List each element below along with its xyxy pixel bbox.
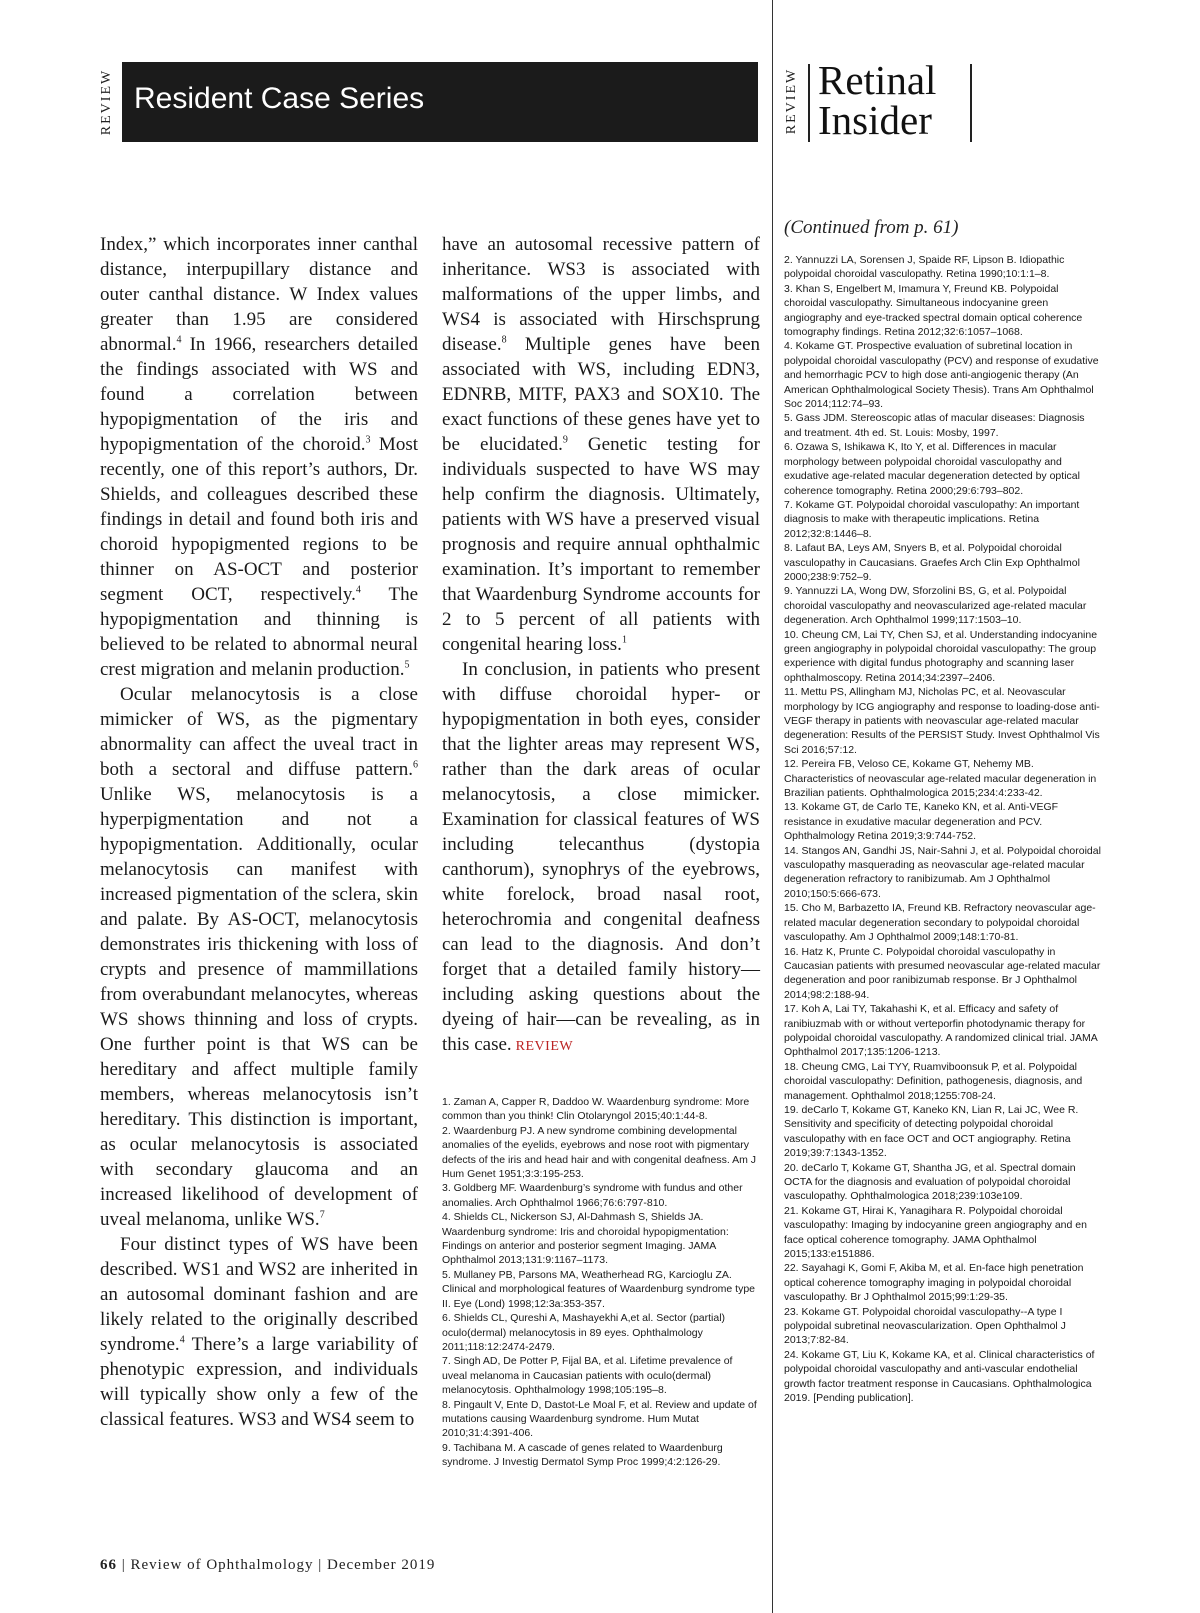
paragraph-text: Four distinct types of WS have been described. WS1 and WS2 are inherited in an autosomal dominant fashion and are likely related to the originally described syndrome. [100,1234,418,1355]
reference-item: 15. Cho M, Barbazetto IA, Freund KB. Refractory neovascular age-related macular degeneration secondary to polypoidal choroidal vasculopathy. Am J Ophthalmol 2009;148:1:70-81. [784,902,1096,944]
paragraph-text: Genetic testing for individuals suspected to have WS may help confirm the diagnosis. Ultimately, patients with WS have a preserved visual prognosis and require annual ophthalmic examination. It’s important to remember that Waardenburg Syndrome accounts for 2 to 5 percent of all patients with congenital hearing loss. [442,434,760,655]
article-paragraph [100,682,418,1232]
reference-item: 2. Waardenburg PJ. A new syndrome combining developmental anomalies of the eyelids, eyebrows and nose root with pigmentary defects of the iris and head hair and with congenital deafness. Am J Hum Genet 1951;3:3:195-253. [442,1124,757,1181]
reference-item: 22. Sayahagi K, Gomi F, Akiba M, et al. En-face high penetration optical coherence tomography imaging in polypoidal choroidal vasculopathy. Br J Ophthalmol 2015;99:1:29-35. [784,1262,1084,1304]
title-rule-right [970,64,972,142]
paragraph-text: Ocular melanocytosis is a close mimicker of WS, as the pigmentary abnormality can affect the uveal tract in both a sectoral and diffuse pattern. [100,684,418,780]
section-title: Resident Case Series [134,82,425,115]
reference-item: 21. Kokame GT, Hirai K, Yanagihara R. Polypoidal choroidal vasculopathy: Imaging by indocyanine green angiography and en face optical coherence tomography. JAMA Ophthalmol 2015;133:e151886. [784,1204,1087,1261]
references-list [442,1095,760,1470]
issue-date: December 2019 [327,1557,436,1573]
citation-superscript: 1 [621,634,627,646]
paragraph-text: In conclusion, in patients who present with diffuse choroidal hyper- or hypopigmentation in both eyes, consider that the lighter areas may represent WS, rather than the dark areas of ocular melanocytosis, a close mimicker. Examination for classical features of WS including telecanthus (dystopia canthorum), synophrys of the eyebrows, white forelock, broad nasal root, heterochromia and congenital deafness can lead to the diagnosis. And don’t forget that a detailed family history—including asking questions about the dyeing of hair—can be revealing, as in this case. [442,659,760,1055]
reference-item: 13. Kokame GT, de Carlo TE, Kaneko KN, et al. Anti-VEGF resistance in exudative macular degeneration and PCV. Ophthalmology Retina 2019;3:9:744-752. [784,801,1059,843]
reference-item: 11. Mettu PS, Allingham MJ, Nicholas PC, et al. Neovascular morphology by ICG angiography and response to loading-dose anti-VEGF therapy in patients with neovascular age-related macular degeneration: Results of the PERSIST Study. Invest Ophthalmol Vis Sci 2016;57:12. [784,686,1100,756]
end-mark: REVIEW [511,1039,574,1054]
reference-item: 6. Ozawa S, Ishikawa K, Ito Y, et al. Differences in macular morphology between polypoidal choroidal vasculopathy and exudative age-related macular degeneration detected by optical coherence tomography. Retina 2000;29:6:793–802. [784,441,1080,497]
citation-superscript: 8 [501,334,507,346]
reference-item: 2. Yannuzzi LA, Sorensen J, Spaide RF, Lipson B. Idiopathic polypoidal choroidal vasculopathy. Retina 1990;10:1:1–8. [784,254,1065,281]
citation-superscript: 4 [176,334,182,346]
reference-item: 24. Kokame GT, Liu K, Kokame KA, et al. Clinical characteristics of polypoidal choroidal vasculopathy and anti-vascular endothelial growth factor treatment response in Caucasians. Ophthalmologica 2019. [Pending publication]. [784,1348,1095,1405]
paragraph-text: have an autosomal recessive pattern of inheritance. WS3 is associated with malformations of the upper limbs, and WS4 is associated with Hirschsprung disease. [442,234,760,355]
reference-item: 9. Tachibana M. A cascade of genes related to Waardenburg syndrome. J Investig Dermatol Symp Proc 1999;4:2:126-29. [442,1441,723,1469]
section-header [96,62,758,142]
citation-superscript: 4 [179,1334,185,1346]
article-paragraph [100,1232,418,1432]
article-paragraph [442,657,760,1059]
paragraph-text: In 1966, researchers detailed the findings associated with WS and found a correlation between hypopigmentation of the iris and hypopigmentation of the choroid. [100,334,418,455]
reference-item: 3. Khan S, Engelbert M, Imamura Y, Freund KB. Polypoidal choroidal vasculopathy. Simultaneous indocyanine green angiography and eye-tracked spectral domain optical coherence tomography findings. Retina 2012;32:6:1057–1068. [784,282,1083,339]
article-column-1 [100,232,418,1432]
paragraph-text: Index,” which incorporates inner canthal distance, interpupillary distance and outer canthal distance. W Index values greater than 1.95 are considered abnormal. [100,234,418,355]
reference-item: 19. deCarlo T, Kokame GT, Kaneko KN, Lian R, Lai JC, Wee R. Sensitivity and specificity of detecting polypoidal choroidal vasculopathy with en face OCT and OCT angiography. Retina 2019;39:7:1343-1352. [784,1103,1079,1160]
reference-item: 8. Pingault V, Ente D, Dastot-Le Moal F, et al. Review and update of mutations causing Waardenburg syndrome. Hum Mutat 2010;31:4:391-406. [442,1398,757,1440]
paragraph-text: Most recently, one of this report’s authors, Dr. Shields, and colleagues described these findings in detail and found both iris and choroid hypopigmented regions to be thinner on AS-OCT and posterior segment OCT, respectively. [100,434,418,605]
reference-item: 5. Mullaney PB, Parsons MA, Weatherhead RG, Karcioglu ZA. Clinical and morphological features of Waardenburg syndrome type II. Eye (Lond) 1998;12:3a:353-357. [442,1268,756,1310]
paragraph-text: The hypopigmentation and thinning is believed to be related to abnormal neural crest migration and melanin production. [100,584,418,680]
reference-item: 4. Shields CL, Nickerson SJ, Al-Dahmash S, Shields JA. Waardenburg syndrome: Iris and choroidal hypopigmentation: Findings on anterior and posterior segment Imaging. JAMA Ophthalmol 2013;131:9:1167–1173. [442,1211,729,1267]
column-divider [772,0,773,1613]
page-number: 66 [100,1557,117,1573]
citation-superscript: 6 [413,759,418,771]
review-vertical-tag: REVIEW [99,68,114,136]
citation-superscript: 5 [404,659,410,671]
reference-item: 14. Stangos AN, Gandhi JS, Nair-Sahni J, et al. Polypoidal choroidal vasculopathy masquerading as neovascular age-related macular degeneration refractory to ranibizumab. Am J Ophthalmol 2010;150:5:666-673. [784,844,1101,900]
reference-item: 16. Hatz K, Prunte C. Polypoidal choroidal vasculopathy in Caucasian patients with presumed neovascular age-related macular degeneration and poor ranibizumab response. Br J Ophthalmol 2014;98:2:188-94. [784,945,1101,1001]
section-title-bar [122,62,758,142]
reference-item: 7. Singh AD, De Potter P, Fijal BA, et al. Lifetime prevalence of uveal melanoma in Caucasian patients with oculo(dermal) melanocytosis. Ophthalmology 1998;105:195–8. [442,1355,733,1397]
reference-item: 20. deCarlo T, Kokame GT, Shantha JG, et al. Spectral domain OCTA for the diagnosis and evaluation of polypoidal choroidal vasculopathy. Ophthalmologica 2018;239:103e109. [784,1161,1076,1203]
department-header: REVIEW Retinal Insider [781,60,981,146]
reference-item: 12. Pereira FB, Veloso CE, Kokame GT, Nehemy MB. Characteristics of neovascular age-related macular degeneration in Brazilian patients. Ophthalmologica 2015;234:4:233-42. [784,758,1097,800]
reference-item: 10. Cheung CM, Lai TY, Chen SJ, et al. Understanding indocyanine green angiography in polypoidal choroidal vasculopathy: The group experience with digital fundus photography and scanning laser ophthalmoscopy. Retina 2014;34:2397–2406. [784,628,1098,684]
citation-superscript: 9 [562,434,568,446]
citation-superscript: 3 [365,434,371,446]
reference-item: 8. Lafaut BA, Leys AM, Snyers B, et al. Polypoidal choroidal vasculopathy in Caucasians. Graefes Arch Clin Exp Ophthalmol 2000;238:9:752–9. [784,542,1080,583]
publication-name: Review of Ophthalmology [130,1557,314,1573]
paragraph-text: Unlike WS, melanocytosis is a hyperpigmentation and not a hypopigmentation. Additionally, ocular melanocytosis can manifest with increased pigmentation of the sclera, skin and palate. By AS-OCT, melanocytosis demonstrates iris thickening with loss of crypts and presence of mammillations from overabundant melanocytes, whereas WS shows thinning and loss of crypts. One further point is that WS can be hereditary and affect multiple family members, whereas melanocytosis isn’t hereditary. This distinction is important, as ocular melanocytosis is associated with secondary glaucoma and an increased likelihood of development of uveal melanoma, unlike WS. [100,784,418,1230]
paragraph-text: There’s a large variability of phenotypic expression, and individuals will typically show only a few of the classical features. WS3 and WS4 seem to [100,1334,418,1430]
reference-item: 17. Koh A, Lai TY, Takahashi K, et al. Efficacy and safety of ranibiuzmab with or without verteporfin photodynamic therapy for polypoidal choroidal vasculopathy. A randomized clinical trial. JAMA Ophthalmol 2017;135:1206-1213. [784,1003,1098,1059]
reference-item: 4. Kokame GT. Prospective evaluation of subretinal location in polypoidal choroidal vasculopathy (PCV) and response of exudative and hemorrhagic PCV to high dose anti-angiogenic therapy (An American Ophthalmological Society Thesis). Trans Am Ophthalmol Soc 2014;112:74–93. [784,340,1099,411]
reference-item: 7. Kokame GT. Polypoidal choroidal vasculopathy: An important diagnosis to make with therapeutic implications. Retina 2012;32:8:1446–8. [784,498,1080,540]
article-paragraph [442,232,760,657]
reference-item: 23. Kokame GT. Polypoidal choroidal vasculopathy--A type I polypoidal subretinal neovascularization. Open Ophthalmol J 2013;7:82-84. [784,1305,1066,1347]
department-title: Retinal Insider [818,57,937,143]
reference-item: 5. Gass JDM. Stereoscopic atlas of macular diseases: Diagnosis and treatment. 4th ed. St. Louis: Mosby, 1997. [784,412,1085,439]
continued-references-list [784,253,1104,1406]
continued-note: (Continued from p. 61) [784,217,959,238]
reference-item: 3. Goldberg MF. Waardenburg’s syndrome with fundus and other anomalies. Arch Ophthalmol 1966;76:6:797-810. [442,1182,743,1209]
article-paragraph [100,232,418,682]
paragraph-text: Multiple genes have been associated with WS, including EDN3, EDNRB, MITF, PAX3 and SOX10. The exact functions of these genes have yet to be elucidated. [442,334,760,455]
reference-item: 1. Zaman A, Capper R, Daddoo W. Waardenburg syndrome: More common than you think! Clin Otolaryngol 2015;40:1:44-8. [442,1096,750,1123]
citation-superscript: 4 [355,584,361,596]
title-rule-left [808,64,810,142]
page-footer: 66 | Review of Ophthalmology | December 2019 [100,1557,436,1573]
reference-item: 6. Shields CL, Qureshi A, Mashayekhi A,et al. Sector (partial) oculo(dermal) melanocytosis in 89 eyes. Ophthalmology 2011;118:12:2474-2479. [442,1312,726,1353]
citation-superscript: 7 [319,1209,325,1221]
reference-item: 9. Yannuzzi LA, Wong DW, Sforzolini BS, G, et al. Polypoidal choroidal vasculopathy and neovascularized age-related macular degeneration. Arch Ophthalmol 1999;117:1503–10. [784,585,1087,627]
reference-item: 18. Cheung CMG, Lai TYY, Ruamviboonsuk P, et al. Polypoidal choroidal vasculopathy: Definition, pathogenesis, diagnosis, and management. Ophthalmol 2018;1255:708-24. [784,1060,1083,1102]
article-column-2 [442,232,760,1059]
